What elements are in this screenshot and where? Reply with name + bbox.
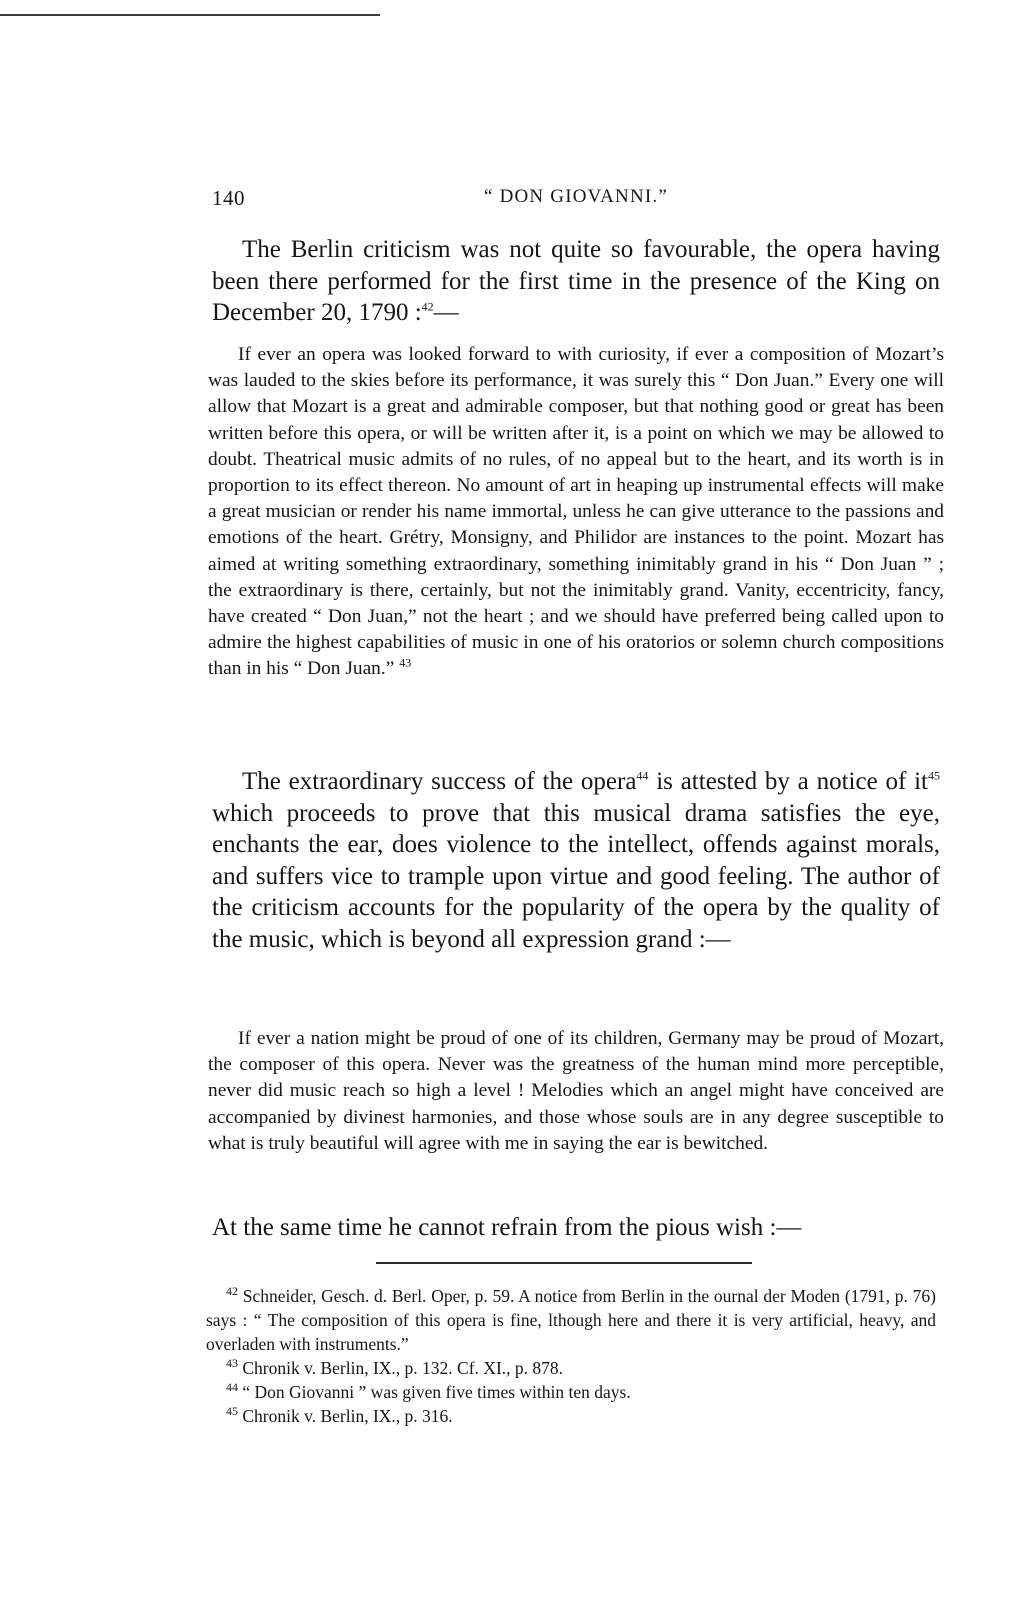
- body-paragraph-2: [212, 766, 940, 956]
- footnote-text: Chronik v. Berlin, IX., p. 132. Cf. XI., p. 878.: [238, 1358, 564, 1378]
- block-quote-1: [208, 342, 944, 683]
- scan-edge-rule: [0, 14, 380, 16]
- footnote-45: [206, 1404, 936, 1428]
- footnote-divider: [376, 1262, 752, 1264]
- footnote-mark: 45: [226, 1404, 238, 1419]
- quote-text: If ever a nation might be proud of one of its children, Germany may be proud of Mozart, the composer of this opera. Never was the greatness of the human mind more perceptible, never did music reach so high a level ! Melodies which an angel might have conceived are accompanied by divinest harmonies, and those whose souls are in any degree susceptible to what is truly beautiful will agree with me in saying the ear is bewitched.: [208, 1028, 944, 1154]
- footnote-mark: 42: [226, 1284, 238, 1299]
- footnote-mark: 44: [226, 1380, 238, 1395]
- paragraph-text: The Berlin criticism was not quite so favourable, the opera having been there performed for the first time in the presence of the King on December 20, 1790 :: [212, 236, 940, 327]
- running-head: [212, 186, 940, 216]
- footnote-44: [206, 1380, 936, 1404]
- footnote-43: [206, 1356, 936, 1380]
- footnote-42: [206, 1284, 936, 1356]
- paragraph-text: is attested by a notice of it: [648, 768, 928, 795]
- footnote-ref-45: 45: [928, 768, 940, 783]
- block-quote-2: [208, 1026, 944, 1157]
- footnote-mark: 43: [226, 1356, 238, 1371]
- footnote-ref-44: 44: [636, 768, 649, 783]
- body-paragraph-3: [212, 1212, 940, 1244]
- quote-text: If ever an opera was looked forward to with curiosity, if ever a composition of Mozart’s was lauded to the skies before its performance, it was surely this “ Don Juan.” Every one will allow that Mozart is a great and admirable composer, but that nothing good or great has been written before this opera, or will be written after it, is a point on which we may be allowed to doubt. Theatrical music admits of no rules, of no appeal but to the heart, and its worth is in proportion to its effect thereon. No amount of art in heaping up instrumental effects will make a great musician or render his name immortal, unless he can give utterance to the passions and emotions of the heart. Grétry, Monsigny, and Philidor are instances to the point. Mozart has aimed at writing something extraordinary, something inimitably grand in his “ Don Juan ” ; the extraordinary is there, certainly, but not the inimitably grand. Vanity, eccentricity, fancy, have created “ Don Juan,” not the heart ; and we should have preferred being called upon to admire the highest capabilities of music in one of his oratorios or solemn church compositions than in his “ Don Juan.”: [208, 344, 944, 680]
- paragraph-dash: —: [433, 299, 459, 327]
- paragraph-text: The extraordinary success of the opera: [242, 768, 637, 795]
- body-paragraph-1: [212, 234, 940, 329]
- paragraph-text: At the same time he cannot refrain from the pious wish :—: [212, 1214, 802, 1241]
- footnote-text: Chronik v. Berlin, IX., p. 316.: [238, 1406, 453, 1426]
- footnote-ref-42: 42: [421, 299, 434, 314]
- footnotes: [206, 1284, 936, 1428]
- footnote-ref-43: 43: [399, 655, 412, 670]
- running-title: “ DON GIOVANNI.”: [483, 186, 668, 207]
- paragraph-text: which proceeds to prove that this musical drama satisfies the eye, enchants the ear, does violence to the intellect, offends against morals, and suffers vice to trample upon virtue and good feeling. The author of the criticism accounts for the popularity of the opera by the quality of the music, which is beyond all expression grand :—: [212, 799, 940, 953]
- footnote-text: “ Don Giovanni ” was given five times within ten days.: [238, 1382, 631, 1402]
- footnote-text: Schneider, Gesch. d. Berl. Oper, p. 59. A notice from Berlin in the ournal der Moden (1791, p. 76) says : “ The composition of this opera is fine, lthough here and there it is very artificial, heavy, and overladen with instruments.”: [206, 1286, 936, 1354]
- page-number: 140: [212, 186, 245, 210]
